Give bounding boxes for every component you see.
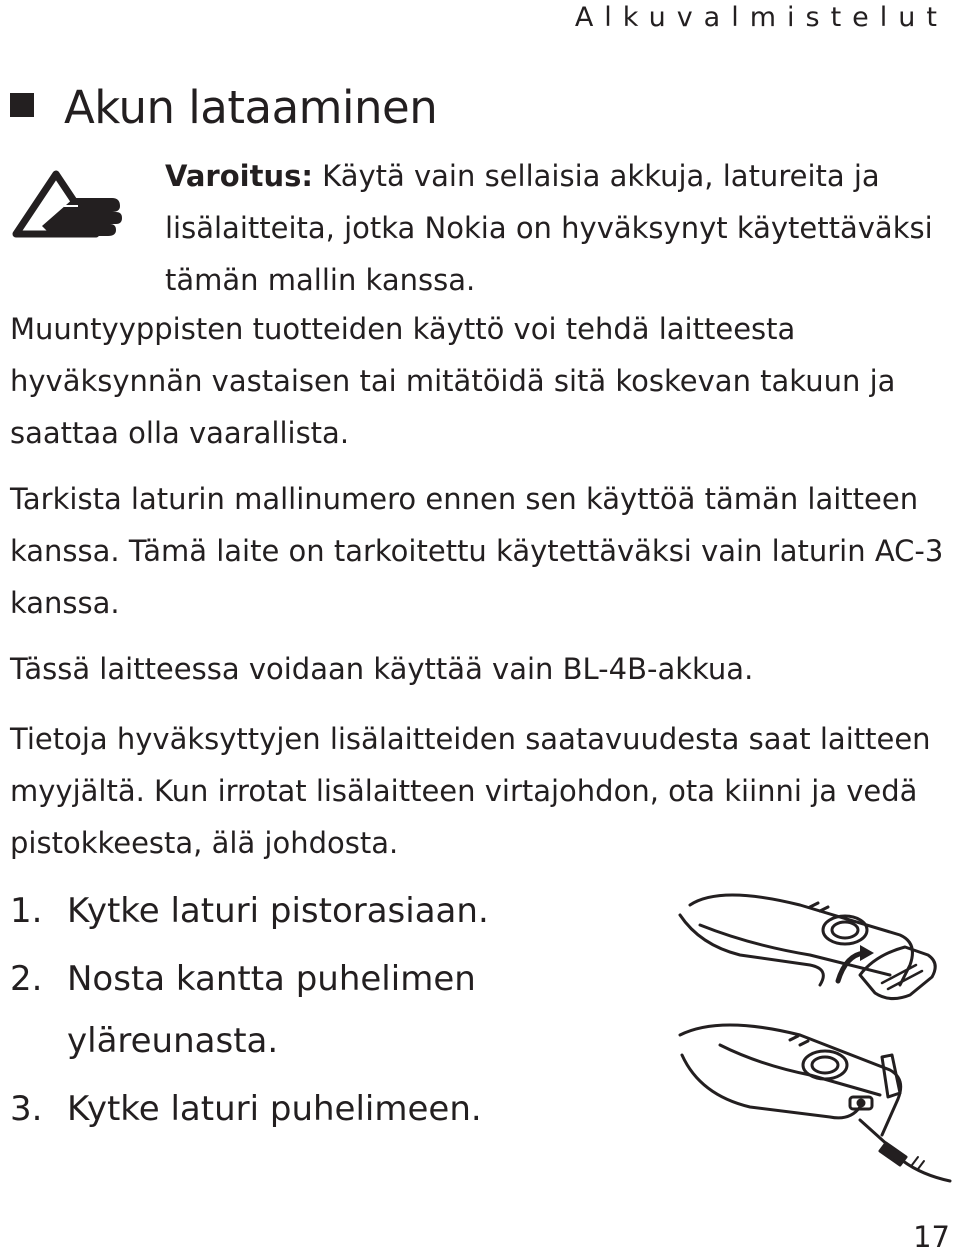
phone-charger-connection-illustration	[660, 885, 960, 1185]
warning-text	[165, 150, 955, 306]
paragraph-accessories: Tietoja hyväksyttyjen lisälaitteiden saatavuudesta saat laitteen myyjältä. Kun irrotat lisälaitteen virtajohdon, ota kiinni ja vedä pistokkeesta, älä johdosta.	[10, 722, 931, 860]
step-text: Kytke laturi puhelimeen.	[67, 1089, 482, 1129]
steps-list	[10, 880, 570, 1140]
section-title: Akun lataaminen	[64, 81, 438, 134]
step-number: 2.	[10, 959, 43, 999]
section-heading	[10, 80, 437, 136]
square-bullet-icon	[10, 93, 34, 117]
step-item	[10, 880, 570, 942]
step-number: 1.	[10, 891, 43, 931]
page-number: 17	[913, 1220, 950, 1254]
paragraph-charger-model: Tarkista laturin mallinumero ennen sen käyttöä tämän laitteen kanssa. Tämä laite on tarkoitettu käytettäväksi vain laturin AC-3 kanssa.	[10, 482, 944, 620]
warning-body: Käytä vain sellaisia akkuja, latureita ja lisälaitteita, jotka Nokia on hyväksynyt käytettäväksi tämän mallin kanssa.	[165, 159, 933, 297]
warning-label: Varoitus:	[165, 159, 313, 193]
paragraph-other-products: Muuntyyppisten tuotteiden käyttö voi tehdä laitteesta hyväksynnän vastaisen tai mitätöidä sitä koskevan takuun ja saattaa olla vaarallista.	[10, 312, 896, 450]
warning-hand-icon	[12, 168, 124, 240]
step-text: Kytke laturi pistorasiaan.	[67, 891, 489, 931]
step-item	[10, 1078, 570, 1140]
step-item	[10, 948, 570, 1072]
running-header: Alkuvalmistelut	[574, 2, 948, 33]
paragraph-battery-type: Tässä laitteessa voidaan käyttää vain BL-4B-akkua.	[10, 652, 754, 686]
step-number: 3.	[10, 1089, 43, 1129]
step-text: Nosta kantta puhelimen yläreunasta.	[67, 959, 476, 1061]
